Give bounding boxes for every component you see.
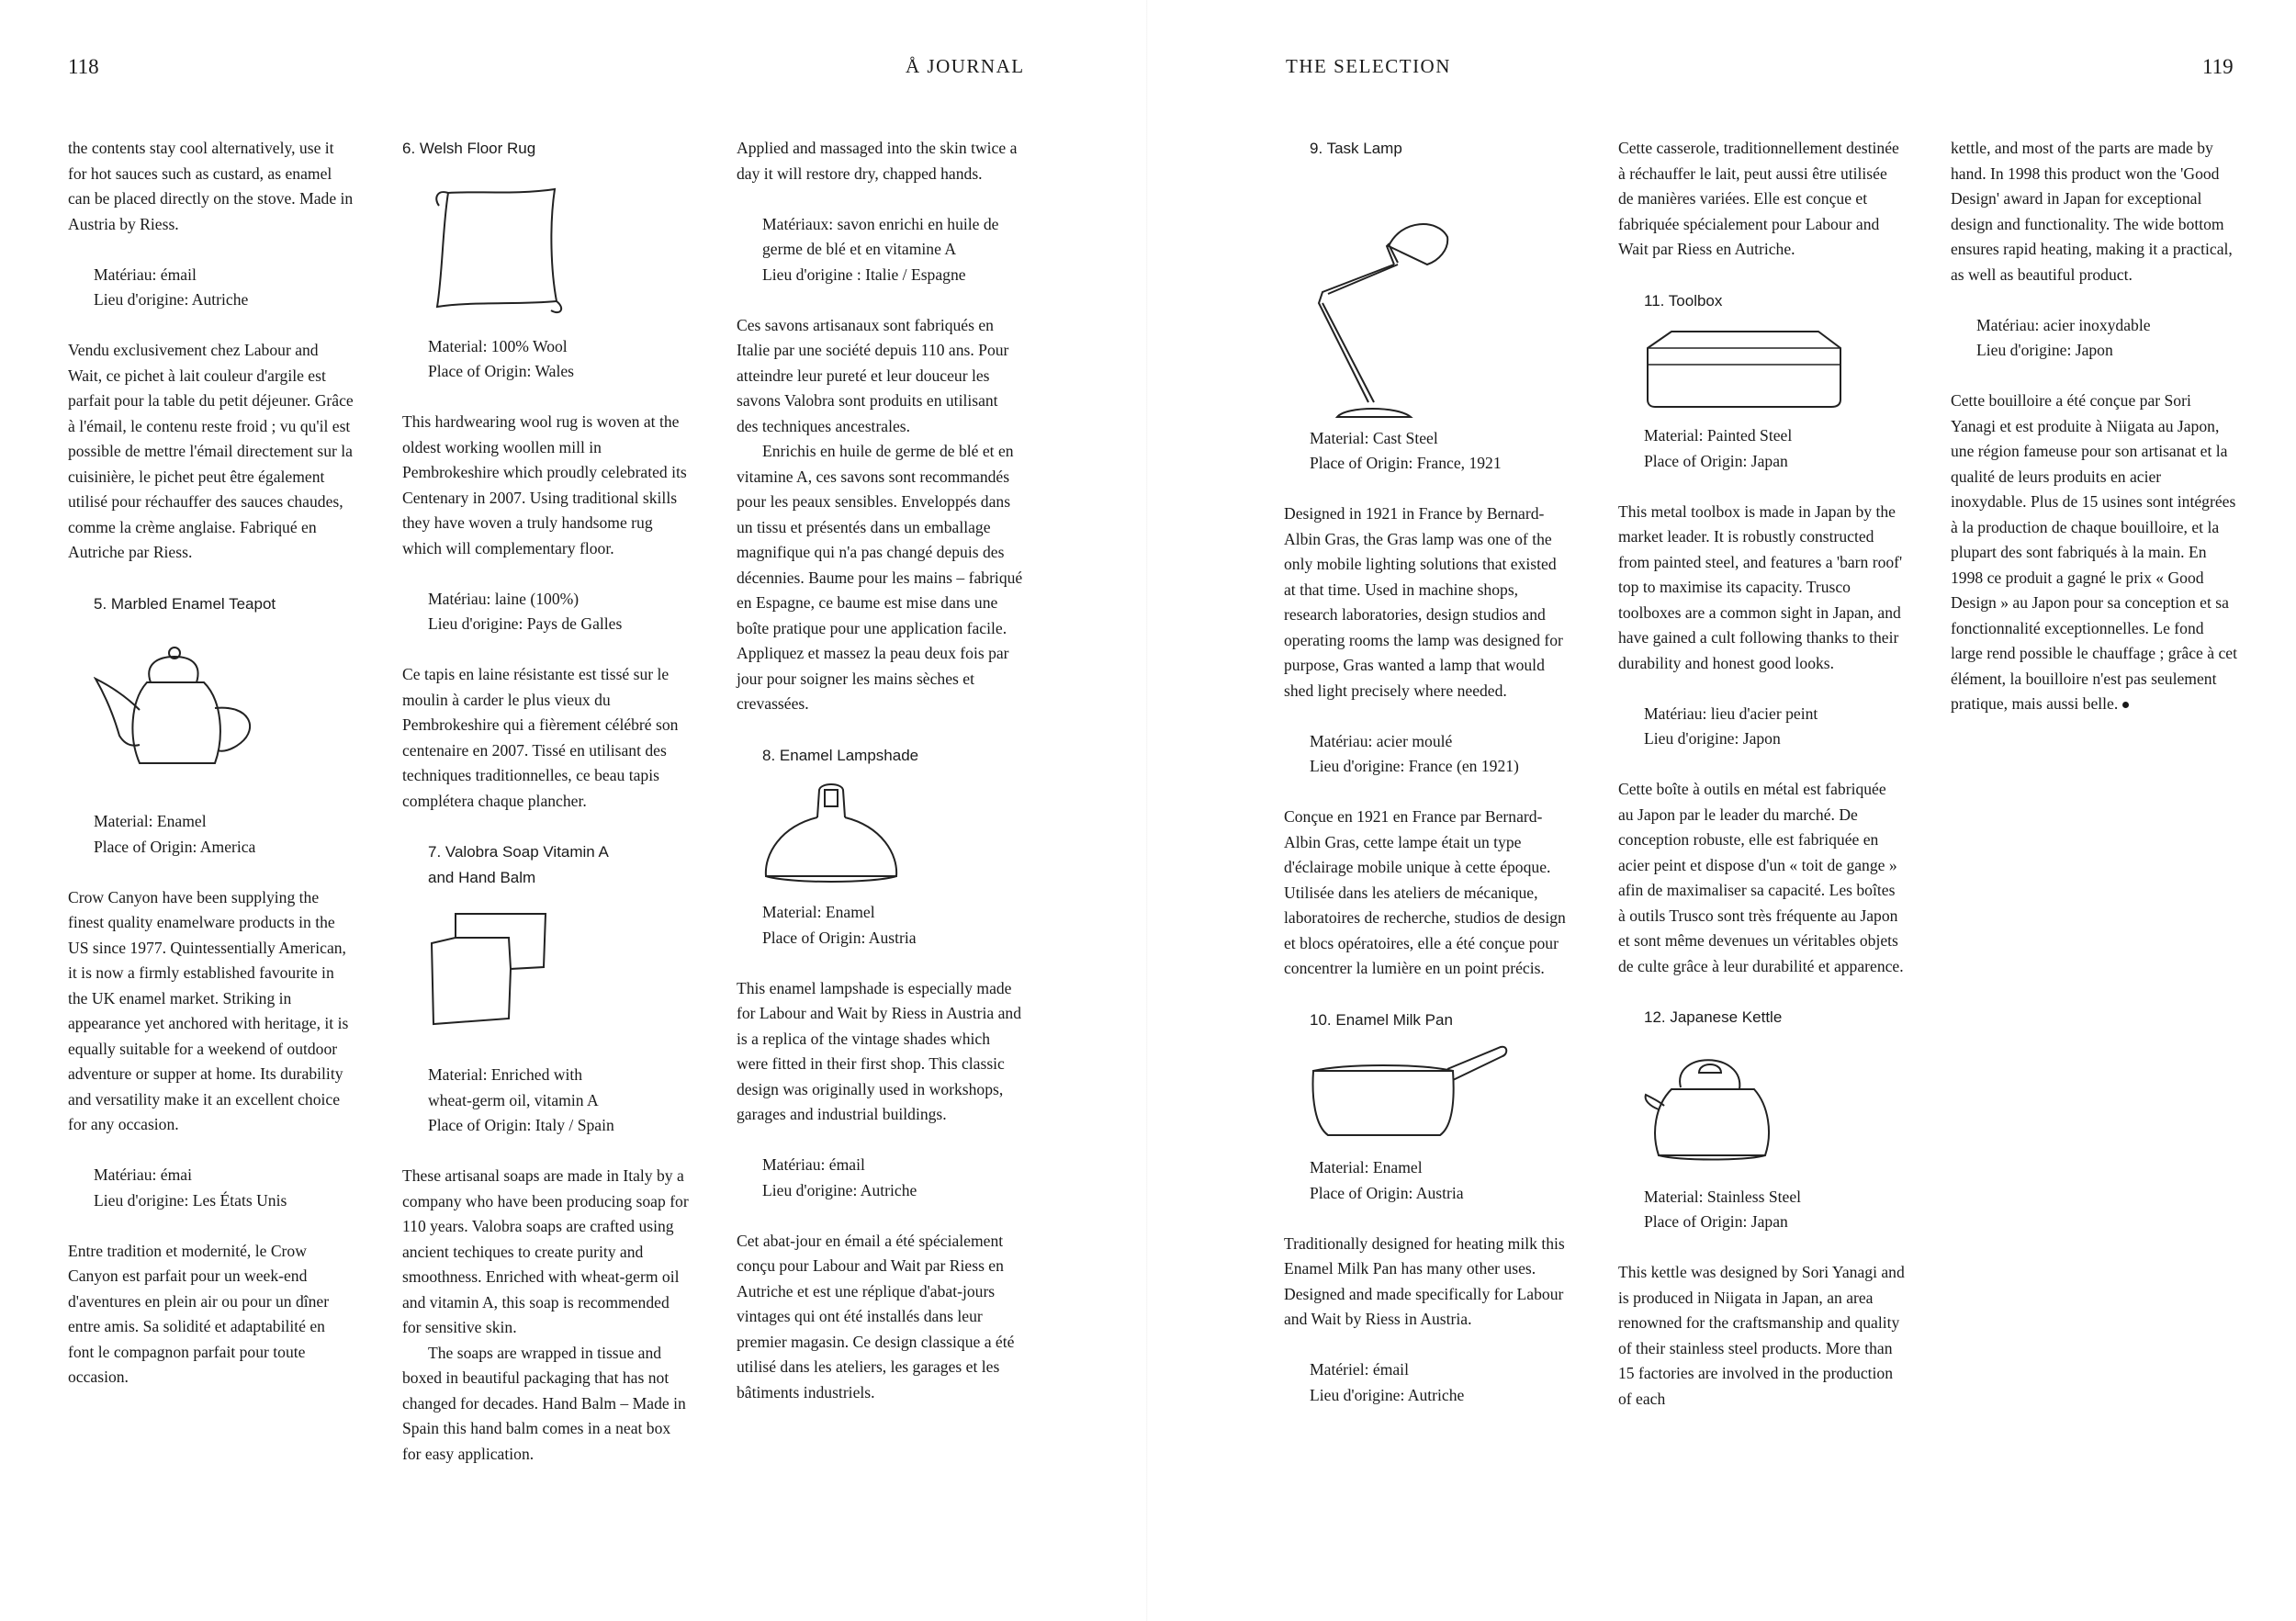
body-text: Ce tapis en laine résistante est tissé sur le moulin à carder le plus vieux du Pembrokeshire qui a fièrement célébré son centenaire en 2007. Tissé en utilisant des techniques traditionnelles, ce beau tapis complétera chaque plancher. xyxy=(402,665,679,810)
spec-fr: Matériau: émail Lieu d'origine: Autriche xyxy=(762,1155,917,1199)
body-text: Cette casserole, traditionnellement destinée à réchauffer le lait, peut aussi être utilisée de manières variées. Elle est conçue et fabriquée spécialement pour Labour and Wait par Riess en Autriche. xyxy=(1618,139,1899,258)
body-text: Conçue en 1921 en France par Bernard-Albin Gras, cette lampe était un type d'éclairage mobile unique à cette époque. Utilisée dans les ateliers de mécanique, laboratoires de recherche, studios de design et blocs opératoires, elle a été conçue pour concentrer la lumière en un point précis. xyxy=(1284,807,1566,977)
body-text: These artisanal soaps are made in Italy by a company who have been producing soap for 110 years. Valobra soaps are crafted using ancient techiques to create purity and smoothness. Enriched with wheat-germ oil and vitamin A, this soap is recommended for sensitive skin. xyxy=(402,1166,689,1336)
item-title: 9. Task Lamp xyxy=(1310,140,1402,157)
body-text: Enrichis en huile de germe de blé et en vitamine A, ces savons sont recommandés pour les peaux sensibles. Enveloppés dans un tissu et présentés dans un emballage magnifique qui n'a pas changé depuis des décennies. Baume pour les mains – fabriqué en Espagne, ce baume est mise dans une boîte pratique pour une application facile. Appliquez et massez la peau deux fois par jour pour soigner les mains sèches et crevassées. xyxy=(737,442,1023,713)
body-text: This enamel lampshade is especially made for Labour and Wait by Riess in Austria and is a replica of the vintage shades which were fitted in their first shop. This classic design was originally used in workshops, garages and industrial buildings. xyxy=(737,978,1022,1123)
column-3 xyxy=(737,136,1023,1431)
spec-en: Material: Enamel Place of Origin: Austria xyxy=(762,903,917,947)
column-4 xyxy=(1284,136,1570,1434)
right-running-title: THE SELECTION xyxy=(1286,55,1451,77)
body-text: This hardwearing wool rug is woven at the oldest working woollen mill in Pembrokeshire which proudly celebrated its Centenary in 2007. Using traditional skills they have woven a truly handsome rug which will complementary floor. xyxy=(402,412,687,557)
right-page-number: 119 xyxy=(2202,55,2234,78)
milk-pan-icon xyxy=(1310,1043,1512,1144)
left-page-number: 118 xyxy=(68,55,99,78)
kettle-icon xyxy=(1644,1041,1791,1170)
column-1 xyxy=(68,136,355,1415)
body-text: Crow Canyon have been supplying the finest quality enamelware products in the US since 1977. Quintessentially American, it is now a firmly established favourite in the UK enamel market. Striking in appearance yet anchored with heritage, it is equally suitable for a weekend of outdoor adventure or supper at home. Its durability and versatility make it an excellent choice for any occasion. xyxy=(68,887,349,1133)
item-title: 12. Japanese Kettle xyxy=(1644,1008,1783,1026)
column-5 xyxy=(1618,136,1905,1437)
spec-fr: Matériau: lieu d'acier peint Lieu d'origine: Japon xyxy=(1644,704,1818,748)
left-running-title: Å JOURNAL xyxy=(906,55,1025,77)
spec-en: Material: Stainless Steel Place of Origin: Japan xyxy=(1644,1187,1802,1231)
body-text: This kettle was designed by Sori Yanagi and is produced in Niigata in Japan, an area renowned for the craftsmanship and quality of their stainless steel products. More than 15 factories are involved in the production of each xyxy=(1618,1263,1905,1408)
item-title: 7. Valobra Soap Vitamin A and Hand Balm xyxy=(428,843,609,886)
spec-en: Material: Cast Steel Place of Origin: France, 1921 xyxy=(1310,428,1502,472)
body-text: the contents stay cool alternatively, use it for hot sauces such as custard, as enamel can be placed directly on the stove. Made in Austria by Riess. xyxy=(68,139,354,233)
spec-fr: Matériau: laine (100%) Lieu d'origine: Pays de Galles xyxy=(428,589,623,633)
body-text: Cet abat-jour en émail a été spécialement conçu pour Labour and Wait par Riess en Autriche et est une réplique d'abat-jours vintages qui ont été installés dans leur premier magasin. Ce design classique a été utilisé dans les ateliers, les garages et les bâtiments industriels. xyxy=(737,1231,1015,1401)
task-lamp-icon xyxy=(1310,182,1493,421)
teapot-icon xyxy=(94,636,277,783)
spec-en: Material: Enamel Place of Origin: America xyxy=(94,812,256,856)
spec-fr: Matériau: acier moulé Lieu d'origine: France (en 1921) xyxy=(1310,731,1519,775)
item-title: 10. Enamel Milk Pan xyxy=(1310,1010,1453,1029)
spec-fr: Matériaux: savon enrichi en huile de germe de blé et en vitamine A Lieu d'origine : Italie / Espagne xyxy=(762,214,999,284)
body-text: kettle, and most of the parts are made by hand. In 1998 this product won the 'Good Design' award in Japan for exceptional design and functionality. The wide bottom ensures rapid heating, making it a practical, as well as beautiful product. xyxy=(1951,139,2233,284)
right-page xyxy=(1148,0,2296,1621)
rug-icon xyxy=(428,180,566,318)
soap-box-icon xyxy=(428,910,557,1039)
spec-fr: Matériau: émail Lieu d'origine: Autriche xyxy=(94,265,249,309)
body-text xyxy=(1951,388,2237,717)
spec-en: Material: 100% Wool Place of Origin: Wales xyxy=(428,336,575,380)
body-text: This metal toolbox is made in Japan by the market leader. It is robustly constructed from painted steel, and features a 'barn roof' top to maximise its capacity. Trusco toolboxes are a common sight in Japan, and have gained a cult following thanks to their durability and honest good looks. xyxy=(1618,501,1903,672)
body-text: Traditionally designed for heating milk this Enamel Milk Pan has many other uses. Designed and made specifically for Labour and Wait by Riess in Austria. xyxy=(1284,1233,1565,1328)
item-title: 6. Welsh Floor Rug xyxy=(402,140,536,157)
body-text: Applied and massaged into the skin twice a day it will restore dry, chapped hands. xyxy=(737,139,1018,183)
spec-fr: Matériau: acier inoxydable Lieu d'origine: Japon xyxy=(1976,315,2151,359)
spec-en: Material: Painted Steel Place of Origin: Japan xyxy=(1644,426,1793,470)
spec-en: Material: Enamel Place of Origin: Austria xyxy=(1310,1158,1464,1202)
toolbox-icon xyxy=(1644,322,1846,414)
body-text: Ces savons artisanaux sont fabriqués en Italie par une société depuis 110 ans. Pour atteindre leur pureté et leur douceur les savons Valobra sont produits en utilisant des techniques ancestrales. xyxy=(737,315,1009,435)
lampshade-icon xyxy=(762,781,900,891)
item-title: 5. Marbled Enamel Teapot xyxy=(94,594,276,613)
spec-en: Material: Enriched with wheat-germ oil, vitamin A Place of Origin: Italy / Spain xyxy=(428,1065,614,1134)
column-2 xyxy=(402,136,689,1492)
body-text: Cette boîte à outils en métal est fabriquée au Japon par le leader du marché. De conception robuste, elle est fabriquée en acier peint et dispose d'un « toit de gange » afin de maximaliser sa capacité. Les boîtes à outils Trusco sont très fréquente au Japon et sont même devenues un véritables objets de culte grâce à leur durabilité et apparence. xyxy=(1618,780,1904,975)
body-text: The soaps are wrapped in tissue and boxed in beautiful packaging that has not changed for decades. Hand Balm – Made in Spain this hand balm comes in a neat box for easy application. xyxy=(402,1343,686,1463)
body-text-fr: Cette bouilloire a été conçue par Sori Yanagi et est produite à Niigata au Japon, une région fameuse pour son artisanat et la qualité de leurs produits en acier inoxydable. Plus de 15 usines sont intégrées à la production de chaque bouilloire, et la plupart des sont fabriqués à la main. En 1998 ce produit a gagné le prix « Good Design » au Japon pour sa conception et sa fonctionnalité exceptionnelles. Le fond large rend possible le chauffage ; grâce à cet élément, la bouilloire n'est pas seulement pratique, mais aussi belle. xyxy=(1951,391,2237,713)
spec-fr: Matériau: émai Lieu d'origine: Les États Unis xyxy=(94,1165,287,1210)
item-title: 11. Toolbox xyxy=(1644,291,1723,310)
body-text: Vendu exclusivement chez Labour and Wait, ce pichet à lait couleur d'argile est parfait pour la table du petit déjeuner. Grâce à l'émail, le contenu reste froid ; vu qu'il est possible de mettre l'émail directement sur la cuisinière, le pichet peut être également utilisé pour réchauffer des sauces chaudes, comme la crème anglaise. Fabriqué en Autriche par Riess. xyxy=(68,341,354,561)
body-text: Entre tradition et modernité, le Crow Canyon est parfait pour un week-end d'aventures en plein air ou pour un dîner entre amis. Sa solidité et adaptabilité en font le compagnon parfait pour toute occasion. xyxy=(68,1241,330,1386)
body-text: Designed in 1921 in France by Bernard-Albin Gras, the Gras lamp was one of the only mobile lighting solutions that existed at that time. Used in machine shops, research laboratories, design studios and operating rooms the lamp was designed for purpose, Gras wanted a lamp that would shed light precisely where needed. xyxy=(1284,504,1563,700)
end-mark-icon xyxy=(2122,702,2129,708)
column-6 xyxy=(1951,136,2237,742)
item-title: 8. Enamel Lampshade xyxy=(762,746,919,764)
spec-fr: Matériel: émail Lieu d'origine: Autriche xyxy=(1310,1360,1465,1404)
